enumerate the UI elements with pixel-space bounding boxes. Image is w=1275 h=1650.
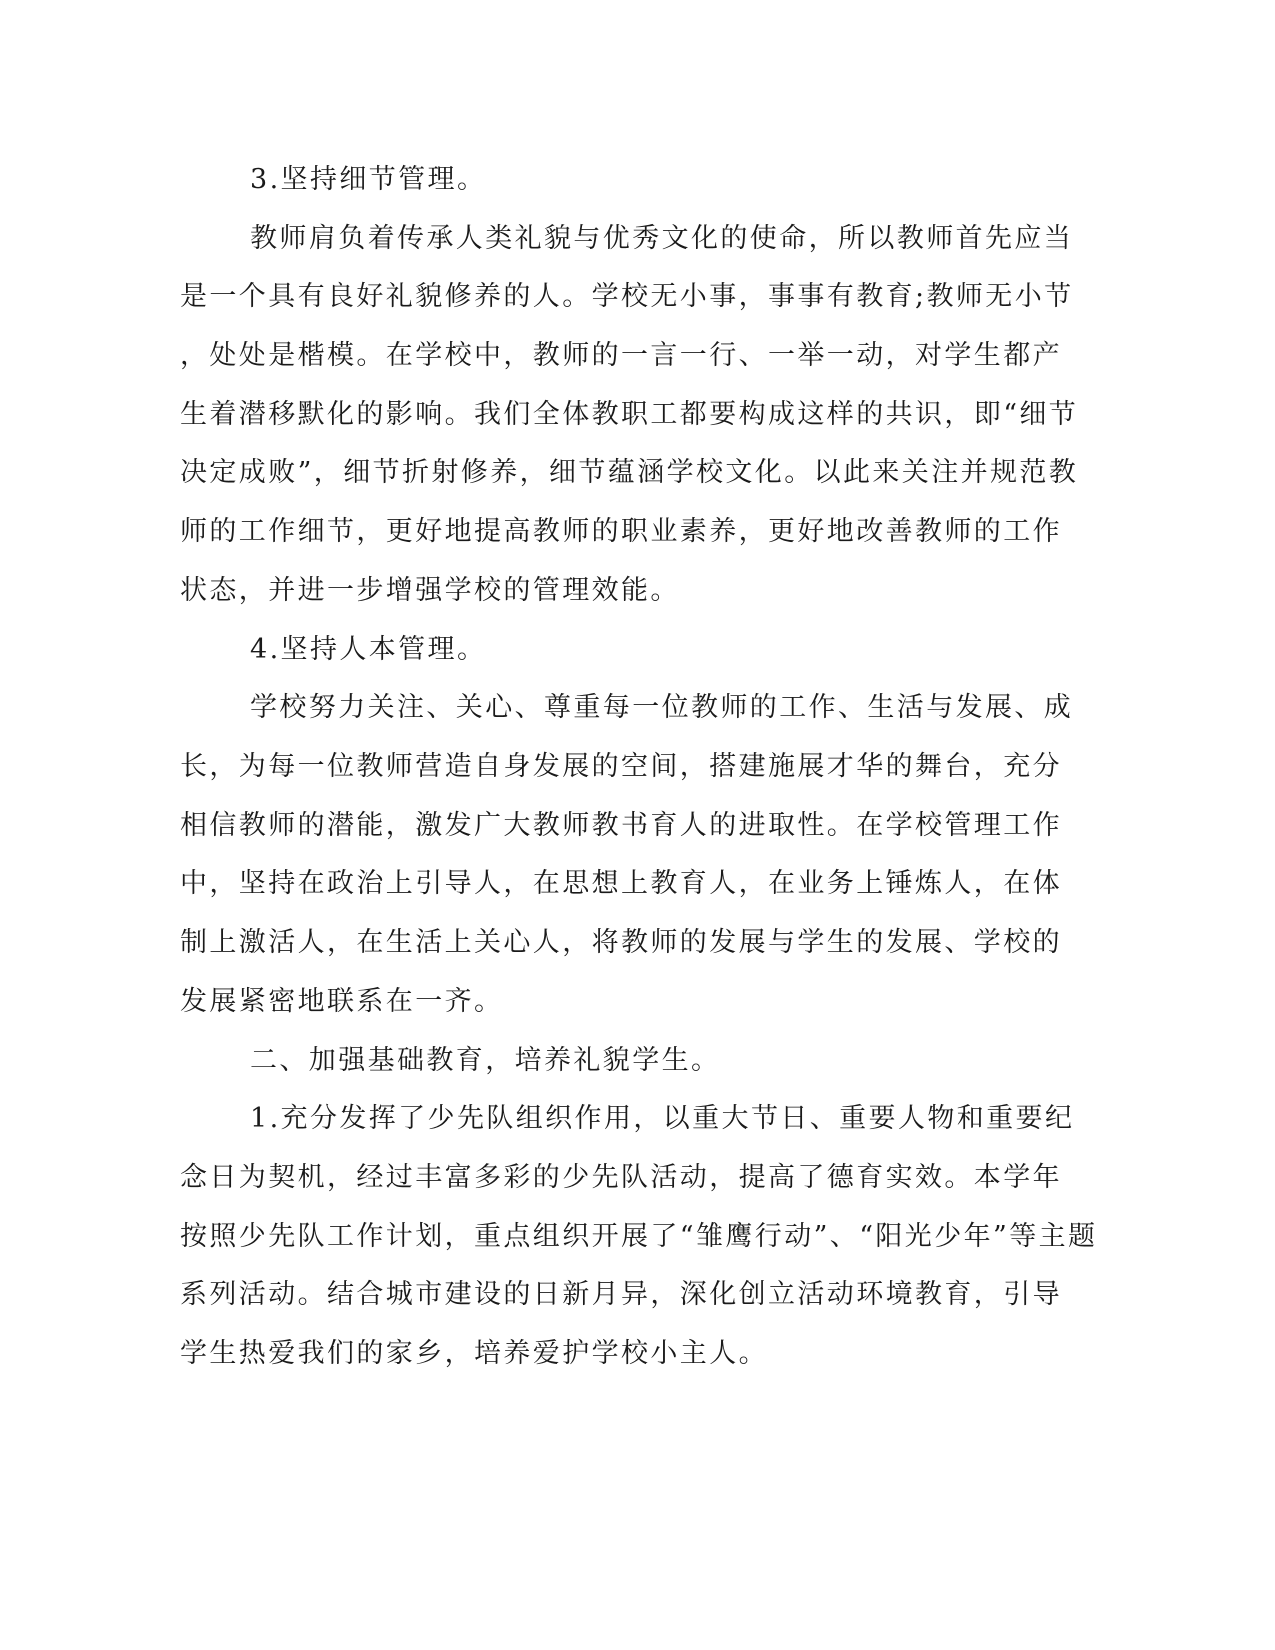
paragraph-line: 发展紧密地联系在一齐。 — [180, 986, 504, 1017]
paragraph-line: 按照少先队工作计划，重点组织开展了“雏鹰行动”、“阳光少年”等主题 — [180, 1221, 1098, 1252]
paragraph-line: 师的工作细节，更好地提高教师的职业素养，更好地改善教师的工作 — [180, 516, 1062, 547]
paragraph-line: 学校努力关注、关心、尊重每一位教师的工作、生活与发展、成 — [250, 692, 1074, 723]
paragraph-line: ，处处是楷模。在学校中，教师的一言一行、一举一动，对学生都产 — [180, 340, 1062, 371]
paragraph-line: 制上激活人，在生活上关心人，将教师的发展与学生的发展、学校的 — [180, 927, 1062, 958]
paragraph-line: 系列活动。结合城市建设的日新月异，深化创立活动环境教育，引导 — [180, 1279, 1062, 1310]
paragraph-line: 是一个具有良好礼貌修养的人。学校无小事，事事有教育;教师无小节 — [180, 281, 1074, 312]
paragraph-line: 生着潜移默化的影响。我们全体教职工都要构成这样的共识，即“细节 — [180, 399, 1079, 430]
paragraph-line: 念日为契机，经过丰富多彩的少先队活动，提高了德育实效。本学年 — [180, 1162, 1062, 1193]
heading-people-oriented-management: 4.坚持人本管理。 — [250, 634, 487, 665]
paragraph-line: 相信教师的潜能，激发广大教师教书育人的进取性。在学校管理工作 — [180, 810, 1062, 841]
paragraph-line: 长，为每一位教师营造自身发展的空间，搭建施展才华的舞台，充分 — [180, 751, 1062, 782]
paragraph-line: 学生热爱我们的家乡，培养爱护学校小主人。 — [180, 1338, 768, 1369]
paragraph-line: 中，坚持在政治上引导人，在思想上教育人，在业务上锤炼人，在体 — [180, 868, 1062, 899]
heading-detail-management: 3.坚持细节管理。 — [250, 164, 487, 195]
paragraph-line: 状态，并进一步增强学校的管理效能。 — [180, 575, 680, 606]
paragraph-line: 教师肩负着传承人类礼貌与优秀文化的使命，所以教师首先应当 — [250, 223, 1074, 254]
section-heading-basic-education: 二、加强基础教育，培养礼貌学生。 — [250, 1045, 721, 1076]
paragraph-line: 1.充分发挥了少先队组织作用，以重大节日、重要人物和重要纪 — [250, 1103, 1075, 1134]
paragraph-line: 决定成败”，细节折射修养，细节蕴涵学校文化。以此来关注并规范教 — [180, 457, 1079, 488]
